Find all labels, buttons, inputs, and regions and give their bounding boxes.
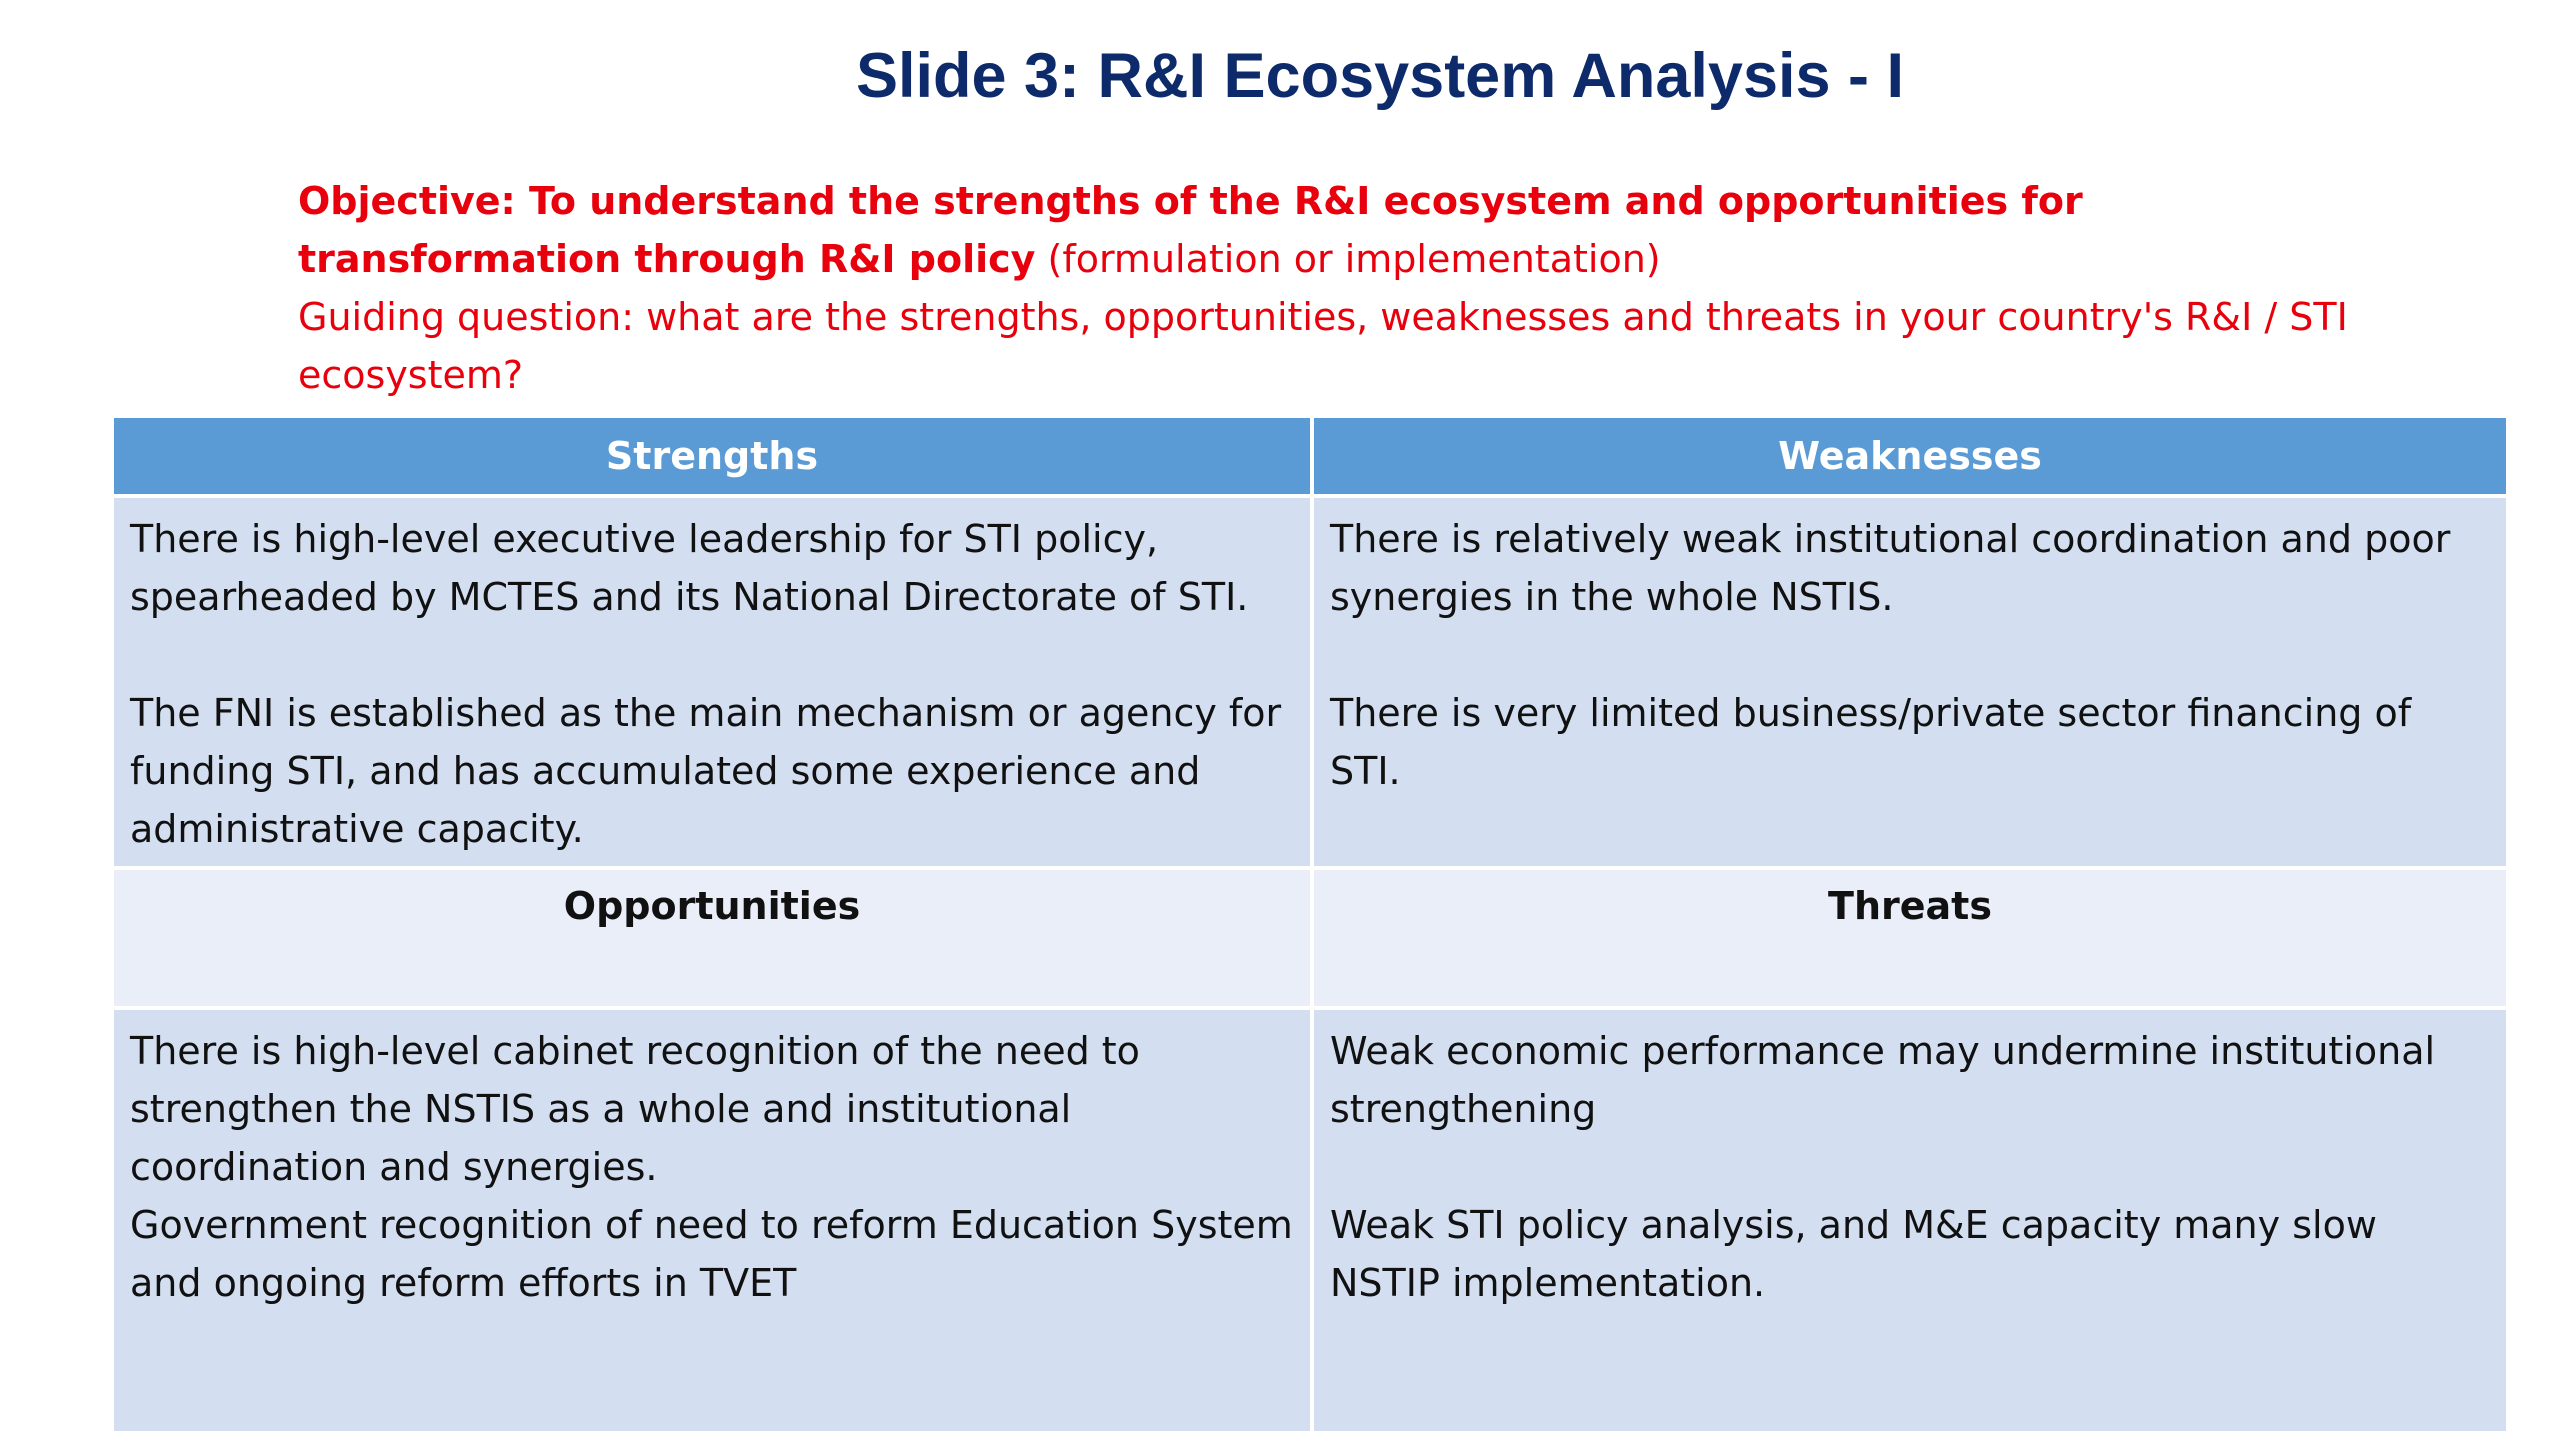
strength-item: There is high-level executive leadership for STI policy, spearheaded by MCTES and its National Directorate of STI.: [130, 517, 1249, 619]
strengths-header: Strengths: [112, 416, 1312, 496]
threat-item: Weak economic performance may undermine institutional strengthening: [1330, 1029, 2436, 1131]
threat-item: Weak STI policy analysis, and M&E capacity many slow NSTIP implementation.: [1330, 1203, 2377, 1305]
swot-subheader-row: [112, 868, 2508, 1008]
opportunity-item: There is high-level cabinet recognition of the need to strengthen the NSTIS as a whole and institutional coordination and synergies.: [130, 1029, 1140, 1189]
slide-title: Slide 3: R&I Ecosystem Analysis - I: [855, 41, 1905, 111]
threats-cell: [1312, 1008, 2508, 1433]
guiding-question: Guiding question: what are the strengths, opportunities, weaknesses and threats in your country's R&I / STI ecosystem?: [298, 295, 2348, 397]
opportunity-item: Government recognition of need to reform Education System and ongoing reform efforts in TVET: [130, 1203, 1293, 1305]
objective-statement: Objective: To understand the strengths of the R&I ecosystem and opportunities for transformation through R&I policy: [298, 179, 2083, 281]
opportunities-header: Opportunities: [112, 868, 1312, 1008]
weaknesses-cell: [1312, 496, 2508, 868]
objective-block: [298, 172, 2378, 404]
objective-qualifier: (formulation or implementation): [1035, 237, 1661, 281]
swot-header-row: [112, 416, 2508, 496]
weakness-item: There is very limited business/private sector financing of STI.: [1330, 691, 2412, 793]
weaknesses-header: Weaknesses: [1312, 416, 2508, 496]
swot-row-strengths-weaknesses: [112, 496, 2508, 868]
weakness-item: There is relatively weak institutional coordination and poor synergies in the whole NSTIS.: [1330, 517, 2451, 619]
strengths-cell: [112, 496, 1312, 868]
swot-table: [110, 414, 2510, 1435]
strength-item: The FNI is established as the main mechanism or agency for funding STI, and has accumulated some experience and administrative capacity.: [130, 691, 1282, 851]
threats-header: Threats: [1312, 868, 2508, 1008]
swot-row-opportunities-threats: [112, 1008, 2508, 1433]
opportunities-cell: [112, 1008, 1312, 1433]
